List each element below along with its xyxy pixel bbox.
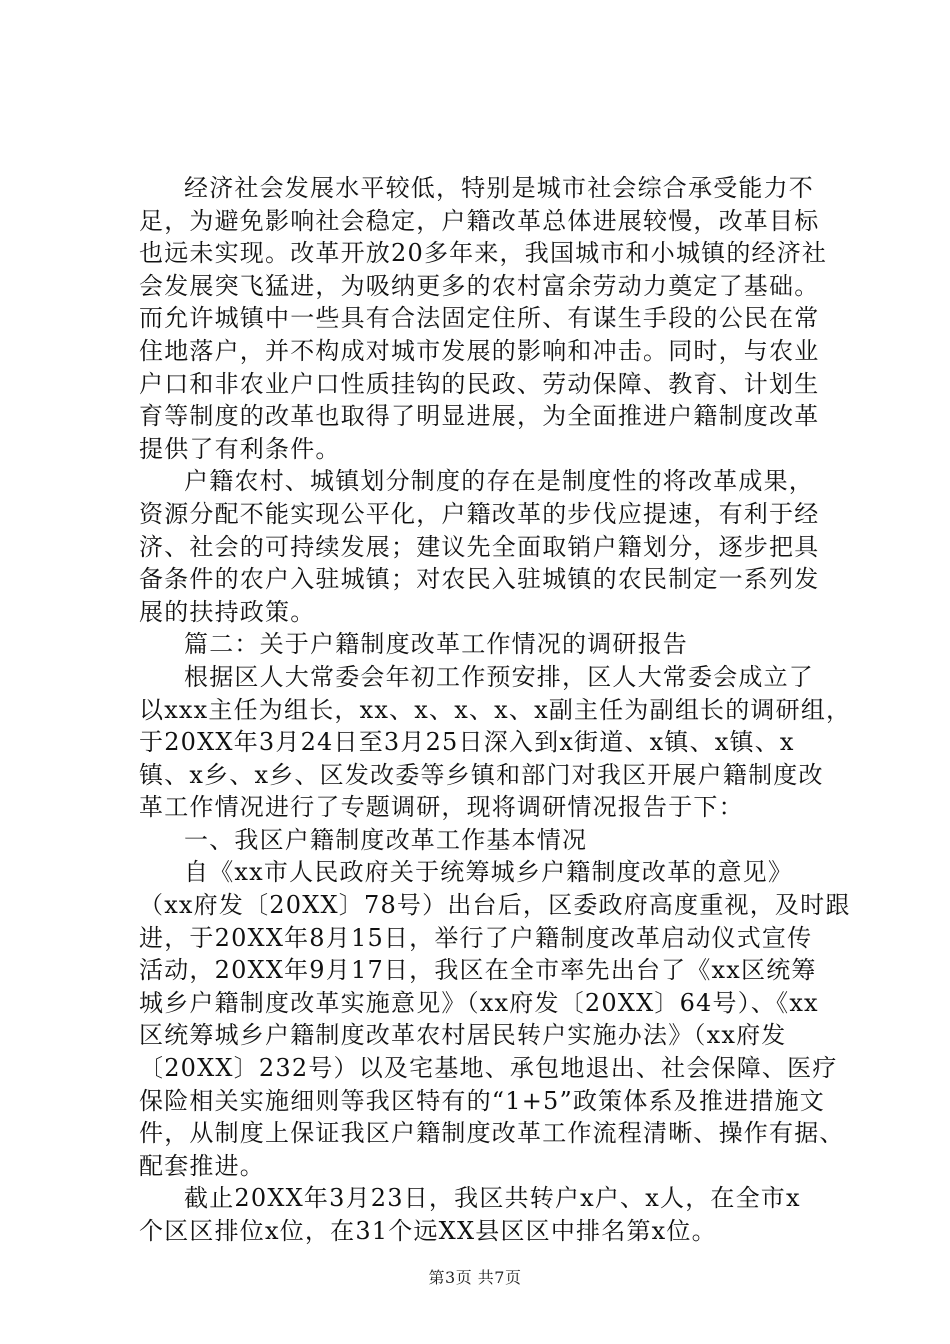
paragraph-line: 育等制度的改革也取得了明显进展，为全面推进户籍制度改革	[139, 402, 820, 431]
paragraph-line: 户籍农村、城镇划分制度的存在是制度性的将改革成果，	[184, 467, 814, 496]
paragraph-line: 足，为避免影响社会稳定，户籍改革总体进展较慢，改革目标	[139, 206, 820, 235]
paragraph-line: 于20XX年3月24日至3月25日深入到x街道、x镇、x镇、x	[139, 728, 795, 757]
paragraph-line: 配套推进。	[139, 1151, 265, 1180]
paragraph-line: 会发展突飞猛进，为吸纳更多的农村富余劳动力奠定了基础。	[139, 271, 820, 300]
paragraph-line: 革工作情况进行了专题调研，现将调研情况报告于下：	[139, 793, 744, 822]
paragraph-line: 而允许城镇中一些具有合法固定住所、有谋生手段的公民在常	[139, 304, 820, 333]
paragraph-line: 镇、x乡、x乡、区发改委等乡镇和部门对我区开展户籍制度改	[139, 760, 824, 789]
paragraph-line: 户口和非农业户口性质挂钩的民政、劳动保障、教育、计划生	[139, 369, 820, 398]
paragraph-line: 济、社会的可持续发展；建议先全面取销户籍划分，逐步把具	[139, 532, 820, 561]
paragraph-line: 保险相关实施细则等我区特有的“1+5”政策体系及推进措施文	[139, 1086, 825, 1115]
paragraph-line: 经济社会发展水平较低，特别是城市社会综合承受能力不	[184, 174, 814, 202]
paragraph-line: 活动，20XX年9月17日，我区在全市率先出台了《xx区统筹	[139, 956, 817, 985]
paragraph-line: 进，于20XX年8月15日，举行了户籍制度改革启动仪式宣传	[139, 923, 813, 952]
paragraph-line: 〔20XX〕232号）以及宅基地、承包地退出、社会保障、医疗	[139, 1054, 838, 1083]
paragraph-line: 件，从制度上保证我区户籍制度改革工作流程清晰、操作有据、	[139, 1119, 845, 1148]
paragraph-line: 根据区人大常委会年初工作预安排，区人大常委会成立了	[184, 662, 814, 691]
paragraph-line: 个区区排位x位，在31个远XX县区区中排名第x位。	[139, 1217, 717, 1245]
page-number-footer: 第3页 共7页	[428, 1268, 522, 1287]
paragraph-line: 自《xx市人民政府关于统筹城乡户籍制度改革的意见》	[184, 858, 794, 887]
paragraph-line: 也远未实现。改革开放20多年来，我国城市和小城镇的经济社	[139, 239, 828, 268]
section-heading: 篇二：关于户籍制度改革工作情况的调研报告	[184, 630, 688, 659]
paragraph-line: 资源分配不能实现公平化，户籍改革的步伐应提速，有利于经	[139, 499, 820, 528]
paragraph-line: 截止20XX年3月23日，我区共转户x户、x人，在全市x	[184, 1184, 801, 1213]
paragraph-line: 备条件的农户入驻城镇；对农民入驻城镇的农民制定一系列发	[139, 565, 820, 594]
paragraph-line: 提供了有利条件。	[139, 434, 341, 463]
paragraph-line: 展的扶持政策。	[139, 597, 316, 626]
subsection-heading: 一、我区户籍制度改革工作基本情况	[184, 825, 588, 854]
paragraph-line: 区统筹城乡户籍制度改革农村居民转户实施办法》（xx府发	[139, 1021, 787, 1050]
document-body	[139, 172, 861, 1248]
paragraph-line: （xx府发〔20XX〕78号）出台后，区委政府高度重视，及时跟	[139, 891, 851, 920]
paragraph-line: 城乡户籍制度改革实施意见》（xx府发〔20XX〕64号）、《xx	[139, 988, 819, 1017]
paragraph-line: 以xxx主任为组长，xx、x、x、x、x副主任为副组长的调研组，	[139, 695, 852, 724]
paragraph-line: 住地落户，并不构成对城市发展的影响和冲击。同时，与农业	[139, 336, 820, 365]
